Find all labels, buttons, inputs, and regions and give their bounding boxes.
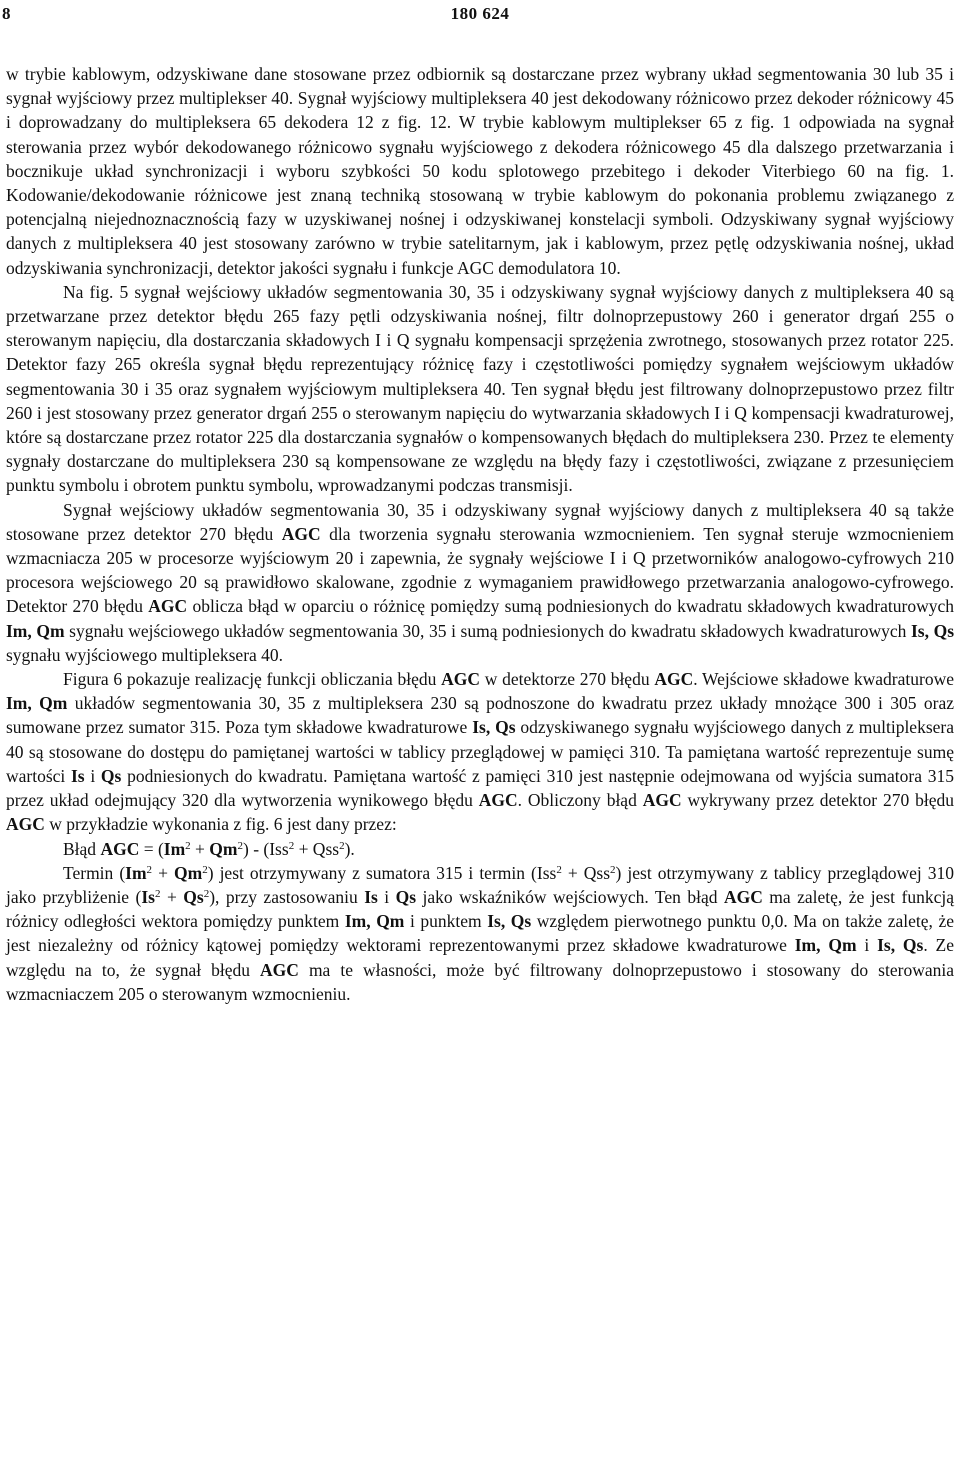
term-is: Is: [141, 886, 155, 907]
text-run: i: [84, 765, 101, 786]
agc-error-formula: [6, 837, 954, 861]
text-run: i: [856, 935, 878, 956]
exponent: 2: [610, 863, 616, 876]
paragraph-5: [6, 861, 954, 1006]
term-is: Is: [71, 765, 85, 786]
term-qs: Qs: [395, 886, 417, 907]
exponent: 2: [154, 887, 161, 900]
exponent: 2: [237, 839, 243, 852]
term-is-qs: Is, Qs: [910, 620, 955, 641]
text-run: Błąd: [63, 838, 101, 859]
text-run: w przykładzie wykonania z fig. 6 jest dany przez:: [44, 814, 397, 835]
text-run: w detektorze 270 błędu: [480, 669, 655, 690]
exponent: 2: [146, 863, 153, 876]
document-number: 180 624: [450, 4, 510, 23]
term-qs: Qs: [100, 765, 122, 786]
term-qs: Qs: [183, 886, 204, 907]
term-agc: AGC: [6, 814, 45, 835]
exponent: 2: [339, 839, 345, 852]
text-run: + Qss: [294, 838, 340, 859]
text-run: ) - (Iss: [243, 838, 289, 859]
exponent: 2: [185, 839, 191, 852]
text-run: dla tworzenia sygnału sterowania wzmocnieniem. Ten sygnał steruje wzmocnieniem wzmacniacza 205 w procesorze wyjściowym 20 i zapewnia, że sygnały wejściowe I i Q przetworników analogowo-cyfrowych 210 procesora wejściowego 20 są prawidłowo skalowane, zgodnie z wymaganiem prawidłowego przetwarzania analogowo-cyfrowego. Detektor 270 błędu: [6, 523, 954, 617]
exponent: 2: [203, 887, 210, 900]
exponent: 2: [202, 863, 208, 876]
text-run: . Obliczony błąd: [517, 790, 643, 811]
page-number: 8: [2, 4, 11, 23]
term-agc: AGC: [148, 596, 188, 617]
text-run: ) jest otrzymywany z tablicy przeglądowej 310 jako przybliżenie (: [6, 862, 954, 907]
term-is-qs: Is, Qs: [472, 717, 516, 738]
term-is-qs: Is, Qs: [877, 935, 924, 956]
text-run: sygnału wyjściowego multipleksera 40.: [6, 644, 284, 665]
text-run: oblicza błąd w oparciu o różnicę pomiędzy sumą podniesionych do kwadratu składowych kwadraturowych: [187, 596, 954, 617]
exponent: 2: [556, 863, 562, 876]
text-run: Termin (: [63, 862, 126, 883]
text-run: i punktem: [404, 911, 488, 932]
term-im-qm: Im, Qm: [794, 935, 857, 956]
term-agc: AGC: [441, 669, 480, 690]
exponent: 2: [288, 839, 295, 852]
text-run: . Wejściowe składowe kwadraturowe: [693, 669, 954, 690]
text-run: +: [152, 862, 174, 883]
paragraph-3: [6, 498, 954, 667]
term-agc: AGC: [281, 523, 321, 544]
text-run: sygnału wejściowego układów segmentowania 30, 35 i sumą podniesionych do kwadratu składowych kwadraturowych: [64, 620, 911, 641]
term-im-qm: Im, Qm: [344, 911, 405, 932]
term-im: Im: [125, 862, 147, 883]
text-run: ma zaletę, że jest funkcją różnicy odległości wektora pomiędzy punktem: [6, 886, 954, 932]
term-agc: AGC: [642, 790, 682, 811]
term-agc: AGC: [654, 669, 694, 690]
text-run: układów segmentowania 30, 35 z multipleksera 230 są podnoszone do kwadratu przez układy mnożące 300 i 305 oraz sumowane przez sumator 315. Poza tym składowe kwadraturowe: [6, 693, 954, 738]
text-run: . Ze względu na to, że sygnał błędu: [6, 935, 954, 980]
text-run: Sygnał wejściowy układów segmentowania 30, 35 i odzyskiwany sygnał wyjściowy danych z multipleksera 40 są także stosowane przez detektor 270 błędu: [6, 499, 954, 544]
text-run: wykrywany przez detektor 270 błędu: [681, 790, 954, 811]
text-run: ), przy zastosowaniu: [209, 886, 365, 907]
term-agc: AGC: [478, 790, 518, 811]
text-run: + Qss: [561, 862, 611, 883]
text-run: = (: [139, 838, 164, 859]
text-run: Figura 6 pokazuje realizację funkcji obliczania błędu: [63, 669, 442, 690]
term-im-qm: Im, Qm: [6, 693, 68, 714]
text-run: i: [377, 886, 396, 907]
body-text: [6, 62, 954, 1006]
text-run: względem pierwotnego punktu 0,0. Ma on także zaletę, że jest niezależny od różnicy kątowej pomiędzy wektorami reprezentowanymi przez składowe kwadraturowe: [6, 911, 955, 956]
text-run: +: [160, 886, 184, 907]
text-run: +: [190, 838, 210, 859]
paragraph-1: w trybie kablowym, odzyskiwane dane stosowane przez odbiornik są dostarczane przez wybrany układ segmentowania 30 lub 35 i sygnał wyjściowy przez multiplekser 40. Sygnał wyjściowy multipleksera 40 jest dekodowany różnicowo przez dekoder różnicowy 45 i doprowadzany do multipleksera 65 dekodera 12 z fig. 12. W trybie kablowym multiplekser 65 z fig. 1 odpowiada na sygnał sterowania przez wybór dekodowanego różnicowo sygnału wyjściowego z dekodera różnicowego 45 dla dalszego przetwarzania i bocznikuje układ synchronizacji i wyboru szybkości 50 kodu splotowego przebitego i dekoder Viterbiego 60 na fig. 1. Kodowanie/dekodowanie różnicowe jest znaną techniką stosowaną w trybie kablowym do pokonania problemu związanego z potencjalną niejednoznacznością fazy w uzyskiwanej nośnej i odzyskiwanej konstelacji symboli. Odzyskiwany sygnał wyjściowy danych z multipleksera 40 jest stosowany zarówno w trybie satelitarnym, jak i kablowym, przez pętlę odzyskiwania nośnej, układ odzyskiwania synchronizacji, detektor jakości sygnału i funkcje AGC demodulatora 10.: [6, 64, 954, 278]
text-run: ).: [344, 838, 355, 859]
text-run: odzyskiwanego sygnału wyjściowego danych z multipleksera 40 są stosowane do dostępu do pamiętanej wartości w tablicy przeglądowej w pamięci 310. Ta pamiętana wartość reprezentuje sumę wartości: [6, 717, 954, 786]
term-im-qm: Im, Qm: [6, 620, 65, 641]
term-is-qs: Is, Qs: [487, 911, 532, 932]
text-run: podniesionych do kwadratu. Pamiętana wartość z pamięci 310 jest następnie odejmowana od wyjścia sumatora 315 przez układ odejmujący 320 dla wytworzenia wynikowego błędu: [6, 765, 954, 811]
term-agc: AGC: [100, 838, 140, 859]
term-is: Is: [364, 886, 378, 907]
term-agc: AGC: [260, 959, 299, 980]
term-agc: AGC: [723, 886, 763, 907]
text-run: ) jest otrzymywany z sumatora 315 i termin (Iss: [207, 862, 557, 883]
text-run: ma te własności, może być filtrowany dolnoprzepustowo i stosowany do sterowania wzmacniaczem 205 o sterowanym wzmocnieniu.: [6, 959, 954, 1004]
term-qm: Qm: [209, 838, 238, 859]
term-im: Im: [163, 838, 186, 859]
term-qm: Qm: [174, 862, 203, 883]
paragraph-4: [6, 667, 954, 836]
text-run: jako wskaźników wejściowych. Ten błąd: [416, 886, 724, 907]
paragraph-2: Na fig. 5 sygnał wejściowy układów segmentowania 30, 35 i odzyskiwany sygnał wyjściowy danych z multipleksera 40 są przetwarzane przez detektor błędu 265 fazy pętli odzyskiwania nośnej, filtr dolnoprzepustowy 260 i generator drgań 255 o sterowanym napięciu, dla dostarczania składowych I i Q sygnału kompensacji sprzężenia zwrotnego, stosowanych przez rotator 225. Detektor fazy 265 określa sygnał błędu reprezentujący różnicę fazy i częstotliwości pomiędzy sygnałem wejściowym układów segmentowania 30 i 35 oraz sygnałem wyjściowym multipleksera 40. Ten sygnał błędu jest filtrowany dolnoprzepustowo przez filtr 260 i jest stosowany przez generator drgań 255 o sterowanym napięciu do wytwarzania składowych I i Q kompensacji kwadraturowej, które są dostarczane przez rotator 225 dla dostarczania sygnałów o kompensowanych błędach do multipleksera 230. Przez te elementy sygnały dostarczane do multipleksera 230 są kompensowane ze względu na błędy fazy i częstotliwości, związane z przesunięciem punktu symbolu i obrotem punktu symbolu, wprowadzanymi podczas transmisji.: [6, 281, 954, 496]
